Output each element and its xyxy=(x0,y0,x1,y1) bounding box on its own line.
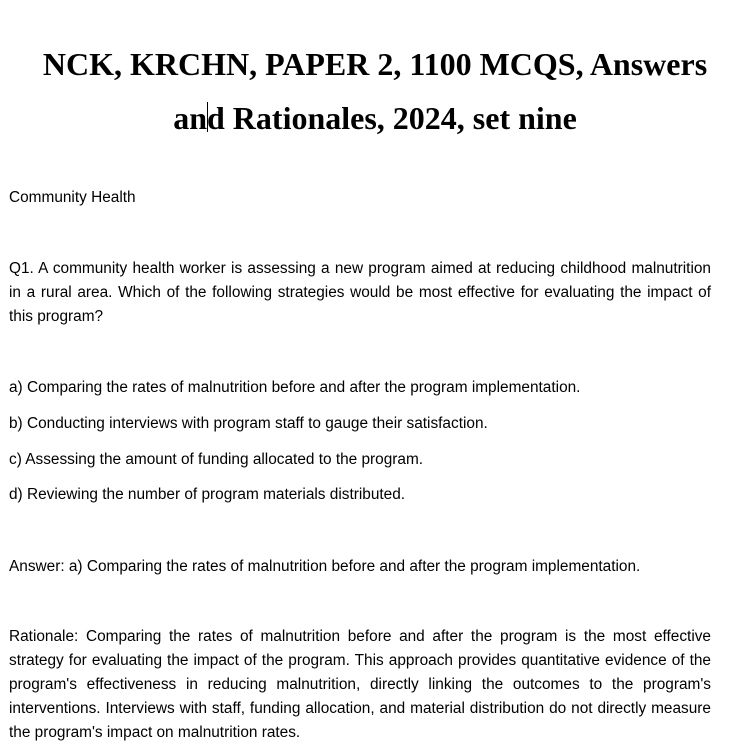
option-d: d) Reviewing the number of program materials distributed. xyxy=(9,486,406,503)
question-text: Q1. A community health worker is assessing a new program aimed at reducing childhood malnutrition in a rural area. Which of the following strategies would be most effective for evaluating the impact of this program? xyxy=(9,260,711,325)
document-title-line-2 xyxy=(0,98,750,138)
title-line-2-end: d Rationales, 2024, set nine xyxy=(207,100,577,136)
title-line-2-start: an xyxy=(173,100,207,136)
document-title-line-1: NCK, KRCHN, PAPER 2, 1100 MCQS, Answers xyxy=(42,46,708,82)
option-b: b) Conducting interviews with program staff to gauge their satisfaction. xyxy=(9,415,488,432)
section-heading: Community Health xyxy=(9,189,136,206)
option-a: a) Comparing the rates of malnutrition before and after the program implementation. xyxy=(9,379,581,396)
answer-text: Answer: a) Comparing the rates of malnutrition before and after the program implementation. xyxy=(9,558,641,575)
option-c: c) Assessing the amount of funding allocated to the program. xyxy=(9,451,424,468)
rationale-text: Rationale: Comparing the rates of malnutrition before and after the program is the most effective strategy for evaluating the impact of the program. This approach provides quantitative evidence of the program's effectiveness in reducing malnutrition, directly linking the outcomes to the program's interventions. Interviews with staff, funding allocation, and material distribution do not directly measure the program's impact on malnutrition rates. xyxy=(9,628,711,741)
